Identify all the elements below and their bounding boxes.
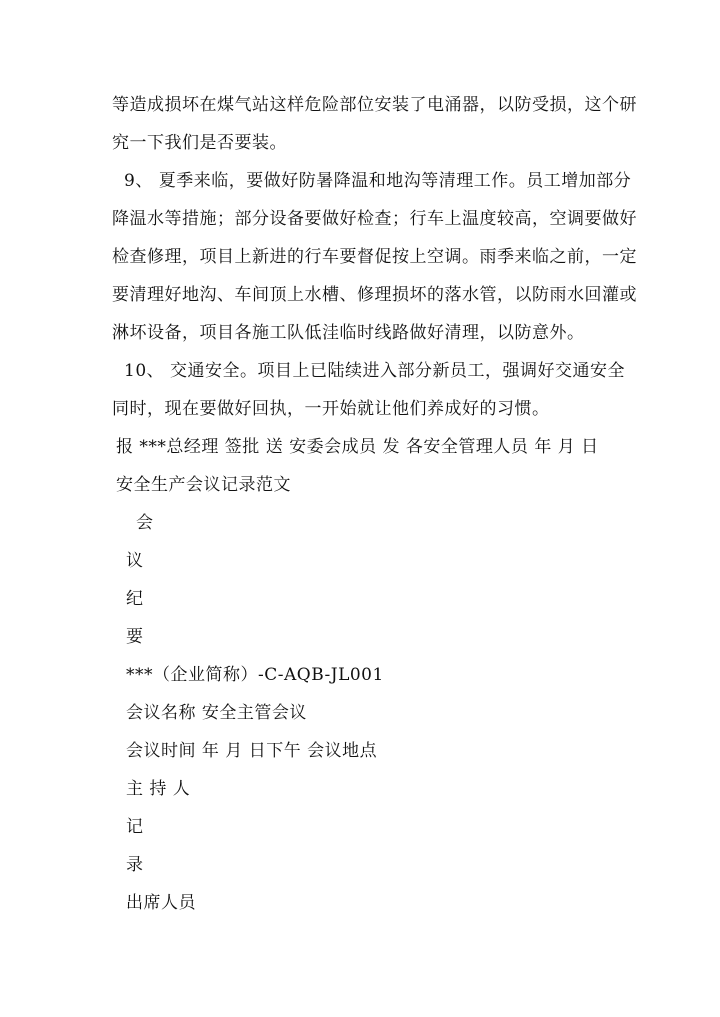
item-9-line-5: 淋坏设备，项目各施工队低洼临时线路做好清理，以防意外。	[112, 323, 585, 343]
item-9-line-2: 降温水等措施；部分设备要做好检查；行车上温度较高，空调要做好	[112, 209, 637, 229]
paragraph-line-2: 究一下我们是否要装。	[112, 133, 287, 153]
meeting-name: 会议名称 安全主管会议	[126, 703, 307, 723]
vertical-title-char-3: 纪	[126, 589, 144, 609]
meeting-time: 会议时间 年 月 日下午 会议地点	[126, 741, 378, 761]
document-code: ***（企业简称）-C-AQB-JL001	[126, 665, 384, 685]
item-10-line-2: 同时，现在要做好回执，一开始就让他们养成好的习惯。	[112, 399, 550, 419]
vertical-title-char-1: 会	[136, 513, 154, 533]
recorder-char-1: 记	[126, 817, 144, 837]
item-10-line-1: 10、 交通安全。项目上已陆续进入部分新员工，强调好交通安全	[124, 361, 626, 381]
vertical-title-char-2: 议	[126, 551, 144, 571]
item-9-line-1: 9、 夏季来临，要做好防暑降温和地沟等清理工作。员工增加部分	[124, 171, 632, 191]
paragraph-line-1: 等造成损坏在煤气站这样危险部位安装了电涌器，以防受损，这个研	[112, 95, 637, 115]
item-9-line-4: 要清理好地沟、车间顶上水槽、修理损坏的落水管，以防雨水回灌或	[112, 285, 637, 305]
host-label: 主 持 人	[126, 779, 191, 799]
item-9-line-3: 检查修理，项目上新进的行车要督促按上空调。雨季来临之前，一定	[112, 247, 637, 267]
recorder-char-2: 录	[126, 855, 144, 875]
vertical-title-char-4: 要	[126, 627, 144, 647]
report-line: 报 ***总经理 签批 送 安委会成员 发 各安全管理人员 年 月 日	[116, 437, 599, 457]
section-title: 安全生产会议记录范文	[116, 475, 291, 495]
attendees-label: 出席人员	[126, 893, 196, 913]
